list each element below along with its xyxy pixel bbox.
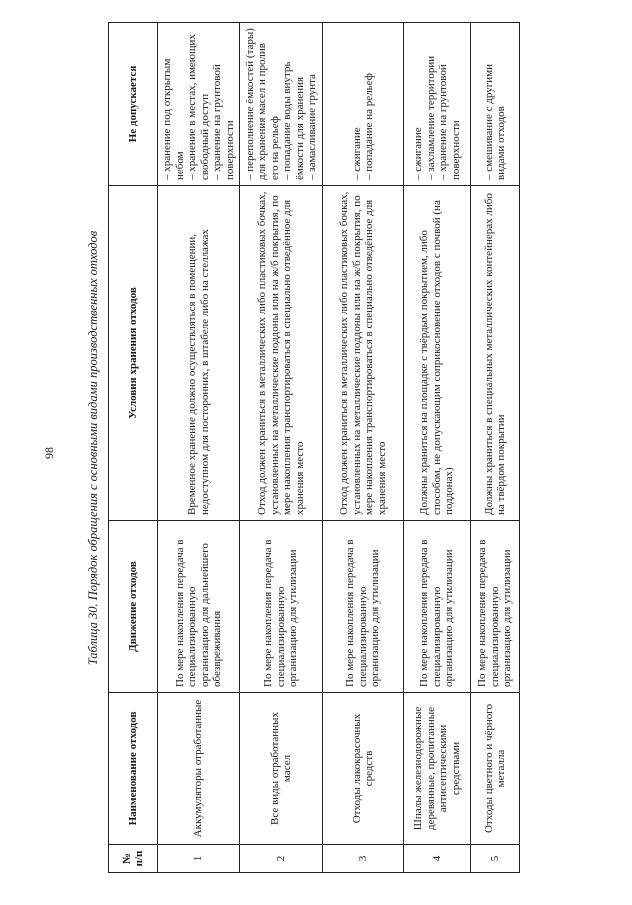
row-num: 5	[471, 845, 520, 873]
forbidden-actions	[404, 23, 471, 186]
forbidden-item: – попадание воды внутрь ёмкости для хранения	[281, 61, 306, 180]
waste-movement: По мере накопления передача в специализированную организацию для дальнейшего обезвреживания	[158, 521, 240, 693]
waste-name: Все виды отработанных масел	[240, 693, 323, 845]
storage-conditions: Временное хранение должно осуществляться в помещении, недоступном для посторонних, в штабеле либо на стеллажах	[158, 186, 240, 521]
header-movement: Движение отходов	[109, 521, 158, 693]
forbidden-actions	[323, 23, 404, 186]
storage-conditions: Должны храниться на площадке с твёрдым покрытием, либо способом, не допускающим соприкосновение отходов с почвой (на поддонах)	[404, 186, 471, 521]
table-caption: Таблица 30. Порядок обращения с основными видами производственных отходов	[86, 230, 100, 666]
waste-name: Аккумуляторы отработанные	[158, 693, 240, 845]
waste-movement: По мере накопления передача в специализированную организацию для утилизации	[240, 521, 323, 693]
storage-conditions: Должны храниться в специальных металлических контейнерах либо на твёрдом покрытии	[471, 186, 520, 521]
waste-movement: По мере накопления передача в специализированную организацию для утилизации	[323, 521, 404, 693]
header-forbidden: Не допускается	[109, 23, 158, 186]
rotated-page-content	[84, 23, 514, 873]
page-number: 98	[42, 447, 56, 459]
header-name: Наименование отходов	[109, 693, 158, 845]
table-row	[323, 23, 404, 873]
waste-handling-table	[108, 22, 520, 873]
row-num: 2	[240, 845, 323, 873]
waste-movement: По мере накопления передача в специализированную организацию для утилизации	[404, 521, 471, 693]
row-num: 1	[158, 845, 240, 873]
forbidden-item: – захламление территории	[424, 55, 437, 180]
forbidden-actions	[471, 23, 520, 186]
forbidden-item: – сжигание	[350, 127, 363, 180]
forbidden-item: – переполнение ёмкостей (тары) для хранения масел и пролив его на рельеф	[243, 28, 281, 180]
forbidden-item: – замасливание грунта	[306, 74, 318, 180]
row-num: 3	[323, 845, 404, 873]
waste-name: Шпалы железнодорожные деревянные, пропитанные антисептическими средствами	[404, 693, 471, 845]
forbidden-item: – сжигание	[412, 127, 424, 180]
table-row	[404, 23, 471, 873]
forbidden-item: – хранение на грунтовой поверхности	[211, 64, 236, 180]
forbidden-item: – хранение под открытым небом	[161, 58, 186, 180]
forbidden-item: – хранение в местах, имеющих свободный доступ	[186, 34, 211, 180]
forbidden-item: – хранение на грунтовой поверхности	[437, 64, 462, 180]
table-row	[158, 23, 240, 873]
storage-conditions: Отход должен храниться в металлических либо пластиковых бочках, установленных на металлические поддоны или на ж/б покрытия, по мере накопления транспортироваться в специально отведённое для хранения место	[240, 186, 323, 521]
header-num: № п/п	[109, 845, 158, 873]
row-num: 4	[404, 845, 471, 873]
waste-name: Отходы цветного и чёрного металла	[471, 693, 520, 845]
forbidden-item: – смешивание с другими видами отходов	[482, 64, 507, 180]
storage-conditions: Отход должен храниться в металлических либо пластиковых бочках, установленных на металлические поддоны или на ж/б покрытия, по мере накопления транспортироваться в специально отведённое для хранения место	[323, 186, 404, 521]
forbidden-actions	[158, 23, 240, 186]
table-row	[471, 23, 520, 873]
header-storage: Условия хранения отходов	[109, 186, 158, 521]
table-row	[240, 23, 323, 873]
waste-name: Отходы лакокрасочных средств	[323, 693, 404, 845]
forbidden-item: – попадание на рельеф	[363, 73, 375, 180]
table-header-row	[109, 23, 158, 873]
forbidden-actions	[240, 23, 323, 186]
waste-movement: По мере накопления передача в специализированную организацию для утилизации	[471, 521, 520, 693]
